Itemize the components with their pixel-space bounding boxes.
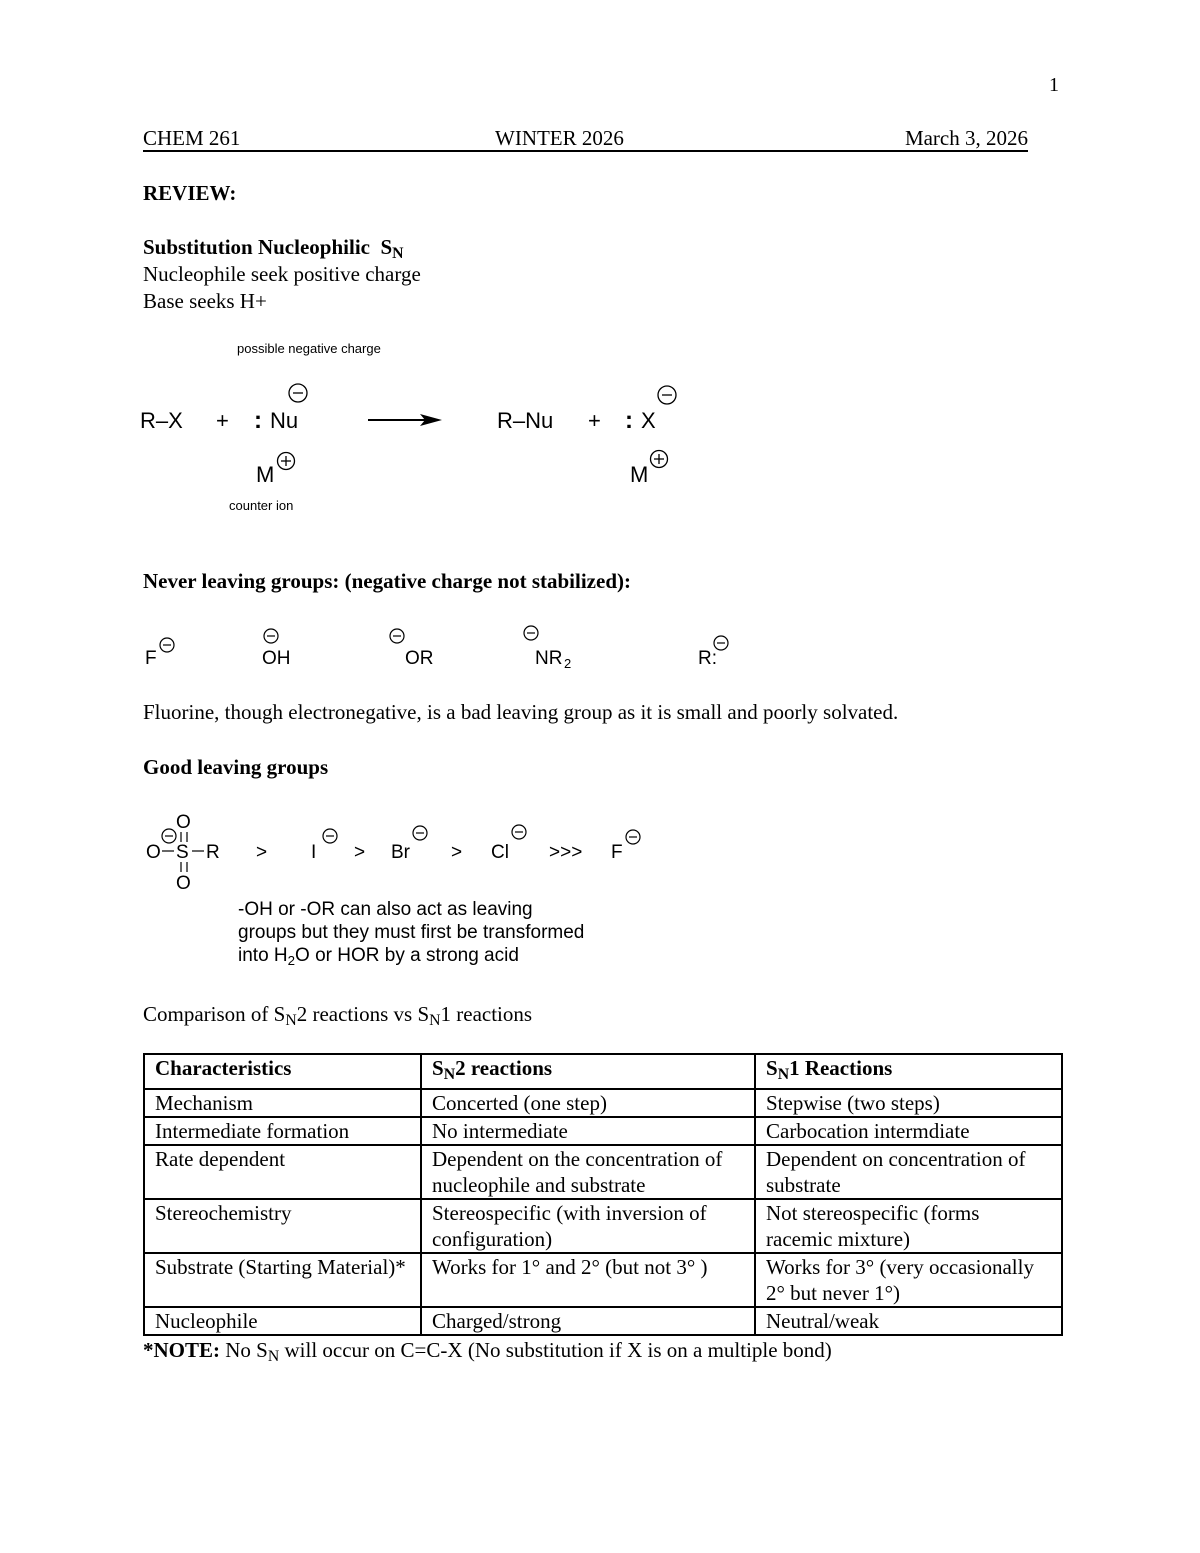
- footnote: [143, 1338, 832, 1366]
- row-intermediate-sn1: Carbocation intermdiate: [755, 1117, 1062, 1145]
- sulfonate-o-top: O: [176, 812, 191, 833]
- row-nucleophile-sn1: Neutral/weak: [755, 1307, 1062, 1335]
- row-rate-sn1: Dependent on concentration of substrate: [755, 1145, 1062, 1199]
- gt-sign-3: >: [451, 842, 463, 863]
- footnote-a: No S: [220, 1338, 268, 1362]
- comparison-intro-c: 1 reactions: [440, 1002, 533, 1026]
- header-date: March 3, 2026: [904, 126, 1028, 150]
- acid-note-line-3b: O or HOR by a strong acid: [295, 945, 519, 966]
- possible-negative-charge-label: possible negative charge: [237, 341, 381, 356]
- acid-note-subscript: 2: [287, 952, 296, 968]
- comparison-intro-sub1: N: [285, 1011, 297, 1029]
- row-nucleophile-sn2: Charged/strong: [421, 1307, 755, 1335]
- row-rate-sn2: Dependent on the concentration of nucleophile and substrate: [421, 1145, 755, 1199]
- table-header-row: [144, 1054, 1062, 1089]
- header-term: WINTER 2026: [495, 126, 624, 150]
- group-r-carbanion: R:: [698, 648, 717, 669]
- row-rate-label: Rate dependent: [144, 1145, 421, 1199]
- leaving-group-x: X: [641, 408, 656, 433]
- row-substrate-label: Substrate (Starting Material)*: [144, 1253, 421, 1307]
- leaving-group-bromide: Br: [391, 842, 410, 863]
- never-leaving-heading: Never leaving groups: (negative charge not stabilized):: [143, 569, 631, 593]
- row-mechanism-sn2: Concerted (one step): [421, 1089, 755, 1117]
- leaving-group-fluoride: F: [611, 842, 623, 863]
- much-gt-sign: >>>: [549, 842, 583, 863]
- footnote-b: will occur on C=C-X (No substitution if X is on a multiple bond): [279, 1338, 832, 1362]
- sulfonate-o-bottom: O: [176, 873, 191, 894]
- group-or: OR: [405, 648, 434, 669]
- lone-pair-colon-2: :: [625, 407, 633, 434]
- group-nr2-subscript: 2: [564, 656, 572, 671]
- table-row: [144, 1089, 1062, 1117]
- header-bar: [143, 126, 1028, 152]
- table-row: [144, 1117, 1062, 1145]
- acid-note-line-2: groups but they must first be transformed: [238, 922, 585, 943]
- row-mechanism-label: Mechanism: [144, 1089, 421, 1117]
- substitution-reaction-scheme: [130, 335, 690, 525]
- counter-ion-label: counter ion: [229, 498, 294, 513]
- good-leaving-groups-sequence: [140, 806, 660, 896]
- page-number: 1: [1049, 74, 1059, 96]
- row-stereo-sn1: Not stereospecific (forms racemic mixture): [755, 1199, 1062, 1253]
- group-f: F: [145, 648, 157, 669]
- header-characteristics: Characteristics: [144, 1054, 421, 1089]
- acid-note-line-3a: into H: [238, 945, 288, 966]
- comparison-intro: [143, 1002, 532, 1030]
- gt-sign-2: >: [354, 842, 366, 863]
- plus-sign-1: +: [216, 408, 229, 433]
- review-heading: REVIEW:: [143, 181, 237, 205]
- footnote-bold: *NOTE:: [143, 1338, 221, 1362]
- good-leaving-heading: Good leaving groups: [143, 755, 329, 779]
- sn-line-2: Base seeks H+: [143, 289, 267, 313]
- group-oh: OH: [262, 648, 291, 669]
- acid-note-line-1: -OH or -OR can also act as leaving: [238, 899, 533, 920]
- row-stereo-sn2: Stereospecific (with inversion of configuration): [421, 1199, 755, 1253]
- table-row: [144, 1199, 1062, 1253]
- header-course: CHEM 261: [143, 126, 241, 150]
- sn-title-symbol: S: [380, 235, 393, 259]
- sulfonate-s: S: [176, 842, 189, 863]
- leaving-group-iodide: I: [311, 842, 317, 863]
- sn-line-1: Nucleophile seek positive charge: [143, 262, 421, 286]
- reactant-rx: R–X: [140, 408, 183, 433]
- sn-title-text: Substitution Nucleophilic: [143, 235, 370, 259]
- group-nr2: NR: [535, 648, 563, 669]
- sn2-sn1-comparison-table: [143, 1053, 1063, 1336]
- comparison-intro-b: 2 reactions vs S: [296, 1002, 430, 1026]
- counter-ion-m-product: M: [630, 462, 649, 487]
- row-substrate-sn2: Works for 1° and 2° (but not 3° ): [421, 1253, 755, 1307]
- sn-title-subscript: N: [392, 244, 404, 262]
- comparison-intro-a: Comparison of S: [143, 1002, 286, 1026]
- row-intermediate-sn2: No intermediate: [421, 1117, 755, 1145]
- row-substrate-sn1: Works for 3° (very occasionally 2° but never 1°): [755, 1253, 1062, 1307]
- header-sn1: $S_N1$ Reactions: [755, 1054, 1062, 1089]
- comparison-intro-sub2: N: [429, 1011, 441, 1029]
- never-leaving-groups-row: [135, 618, 755, 678]
- plus-sign-2: +: [588, 408, 601, 433]
- counter-ion-m: M: [256, 462, 275, 487]
- gt-sign-1: >: [256, 842, 268, 863]
- table-row: [144, 1145, 1062, 1199]
- footnote-subscript: N: [267, 1347, 280, 1365]
- nucleophile-label: Nu: [270, 408, 299, 433]
- sulfonate-o-left: O: [146, 842, 161, 863]
- product-rnu: R–Nu: [497, 408, 554, 433]
- acid-note-line-3: [238, 945, 519, 968]
- row-nucleophile-label: Nucleophile: [144, 1307, 421, 1335]
- sulfonate-r: R: [206, 842, 220, 863]
- lone-pair-colon-1: :: [254, 407, 262, 434]
- header-sn2: $S_N2$ reactions: [421, 1054, 755, 1089]
- table-row: [144, 1307, 1062, 1335]
- sn-section-title: [143, 235, 404, 263]
- fluorine-note: Fluorine, though electronegative, is a bad leaving group as it is small and poorly solvated.: [143, 700, 899, 724]
- row-stereo-label: Stereochemistry: [144, 1199, 421, 1253]
- leaving-group-chloride: Cl: [491, 842, 509, 863]
- row-mechanism-sn1: Stepwise (two steps): [755, 1089, 1062, 1117]
- row-intermediate-label: Intermediate formation: [144, 1117, 421, 1145]
- table-row: [144, 1253, 1062, 1307]
